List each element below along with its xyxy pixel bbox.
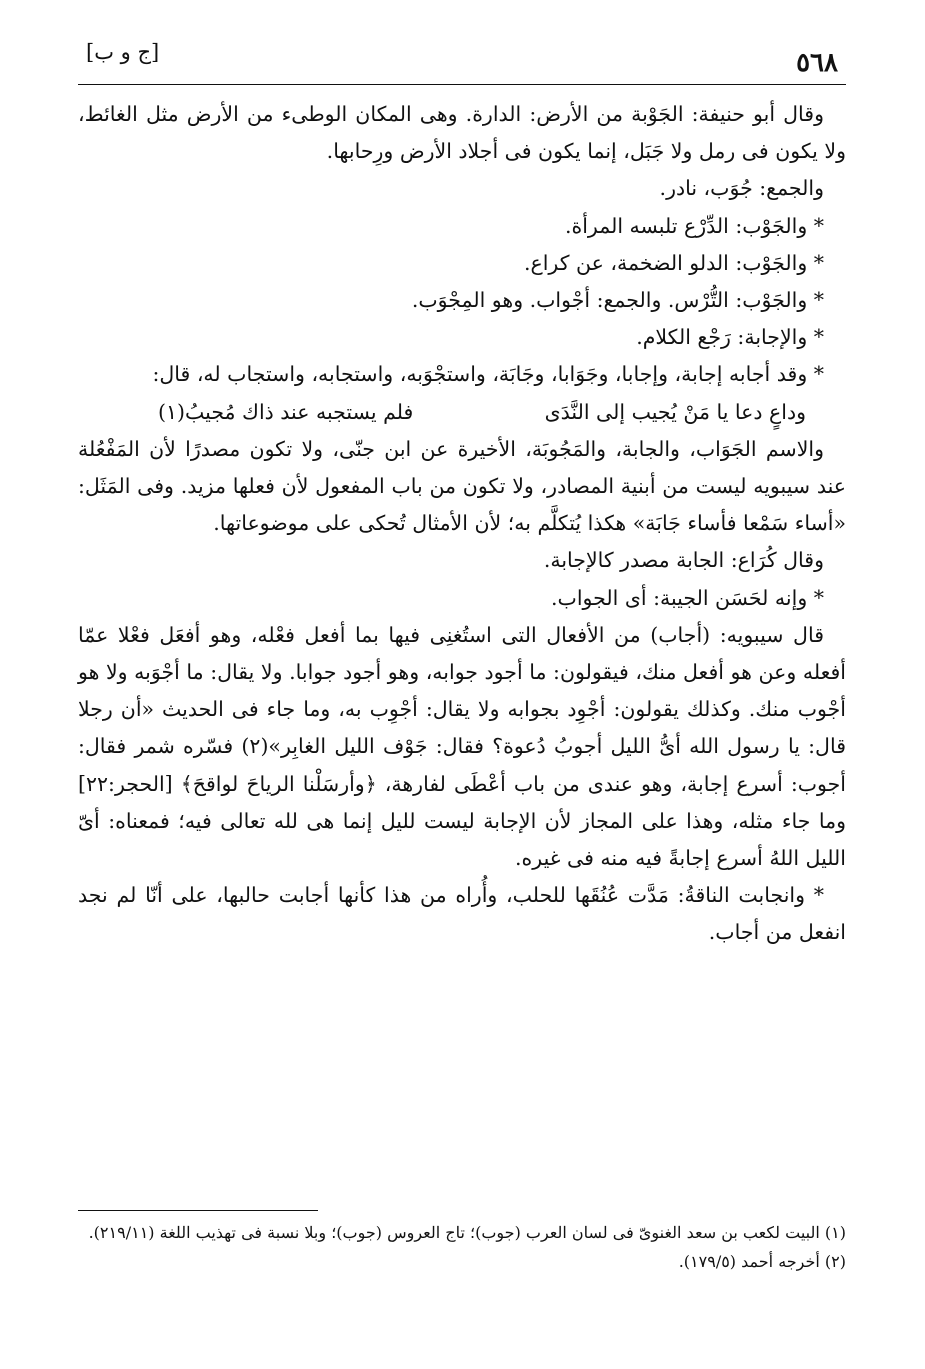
body-text <box>78 96 846 952</box>
page-header <box>78 30 846 80</box>
paragraph: * والإجابة: رَجْع الكلام. <box>636 325 824 350</box>
footnotes <box>78 1218 846 1276</box>
footnote: (٢) أخرجه أحمد (١٧٩/٥). <box>678 1252 846 1271</box>
paragraph: * والجَوْب: الدِّرْع تلبسه المرأة. <box>564 213 824 238</box>
paragraph: * والجَوْب: التُّرْس. والجمع: أجْواب. وهو المِجْوَب. <box>411 288 824 313</box>
paragraph: * والجَوْب: الدلو الضخمة، عن كراع. <box>523 250 824 275</box>
footnote-rule <box>78 1210 318 1211</box>
paragraph: * وإنه لحَسَن الجيبة: أى الجواب. <box>551 585 824 610</box>
page-number: ٥٦٨ <box>796 48 838 78</box>
paragraph: والاسم الجَوَاب، والجابة، والمَجُوبَة، الأخيرة عن ابن جنّى، ولا تكون مصدرًا لأن المَفْعُلة عند سيبويه ليست من أبنية المصادر، ولا تكون من باب المفعول لأن فعلها مزيد. وفى المَثَل: «أساء سَمْعا فأساء جَابَة» هكذا يُتكلَّم به؛ لأن الأمثال تُحكى على موضوعاتها. <box>78 436 846 536</box>
footnote: (١) البيت لكعب بن سعد الغنوىّ فى لسان العرب (جوب)؛ تاج العروس (جوب)؛ وبلا نسبة فى تهذيب اللغة (٢١٩/١١). <box>88 1223 846 1242</box>
verse-first-hemistich: وداعٍ دعا يا مَنْ يُجيب إلى النَّدَى <box>544 399 806 424</box>
paragraph: وقال أبو حنيفة: الجَوْبة من الأرض: الدارة. وهى المكان الوطىء من الأرض مثل الغائط، ولا يكون فى رمل ولا جَبَل، إنما يكون فى أجلاد الأرض ورِحابها. <box>78 102 846 164</box>
paragraph: والجمع: جُوَب، نادر. <box>659 176 824 201</box>
paragraph: قال سيبويه: (أجاب) من الأفعال التى استُغنِى فيها بما أفعل فعْله، وهو أفعَل فعْلا عمّا أفعله وعن هو أفعل منك، فيقولون: ما أجود جوابه، وهو أجود جوابا. ولا يقال: ما أجْوَبه ولا هو أجْوب منك. وكذلك يقولون: أجْوِد بجوابه ولا يقال: أجْوِب به، وما جاء فى الحديث «أن رجلا قال: يا رسول الله أىُّ الليل أجوبُ دُعوة؟ فقال: جَوْف الليل الغابِر»(٢) فسّره شمر فقال: أجوب: أسرع إجابة، وهو عندى من باب أعْطَى لفارهة، ﴿وأرسَلْنا الرياحَ لواقحَ﴾ [الحجر:٢٢] وما جاء مثله، وهذا على المجاز لأن الإجابة ليست لليل إنما هى لله تعالى فيه؛ فمعناه: أىّ الليل اللهُ أسرع إجابةً فيه منه فى غيره. <box>78 622 846 871</box>
paragraph: * وانجابت الناقةُ: مَدَّت عُنُقَها للحلب، وأُراه من هذا كأنها أجابت حالبها، على أنّا لم نجد انفعل من أجاب. <box>78 883 846 945</box>
section-marker: [ج و ب] <box>86 40 160 64</box>
paragraph: وقال كُرَاع: الجابة مصدر كالإجابة. <box>543 548 824 573</box>
verse-second-hemistich: فلم يستجبه عند ذاك مُجيبُ(١) <box>158 399 414 424</box>
paragraph: * وقد أجابه إجابة، وإجابا، وجَوَابا، وجَابَة، واستجْوَبه، واستجابه، واستجاب له، قال: <box>152 362 824 387</box>
document-page <box>78 30 846 1350</box>
header-rule <box>78 84 846 85</box>
poetry-verse <box>78 394 846 431</box>
